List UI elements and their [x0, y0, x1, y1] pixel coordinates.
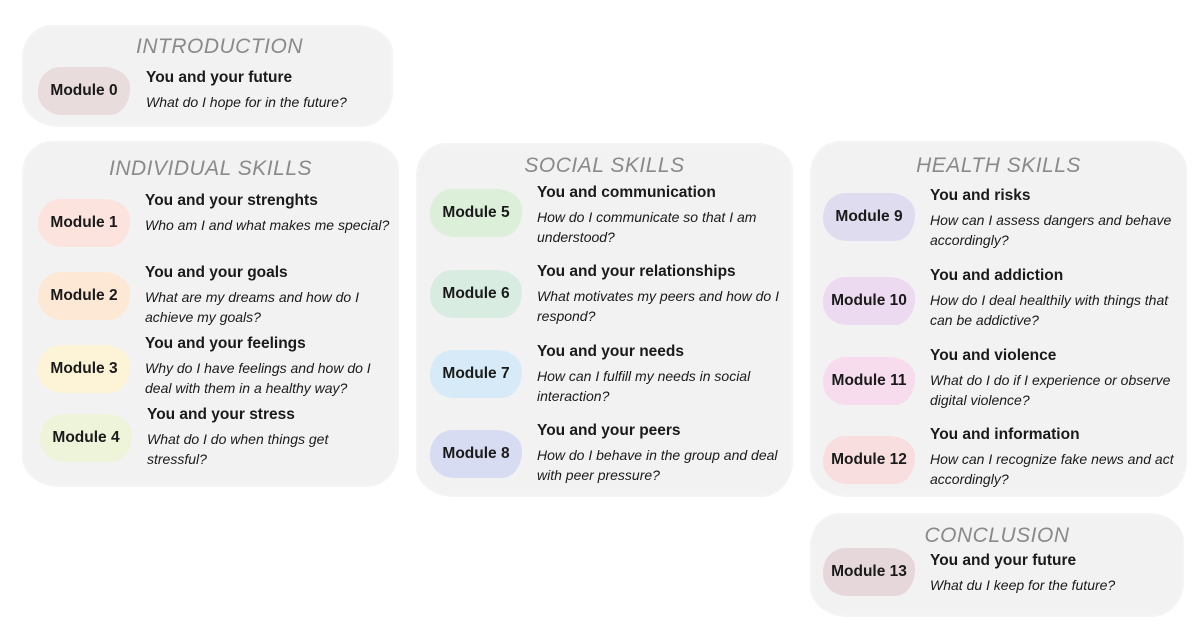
module-badge: Module 7 [430, 350, 522, 398]
module-badge: Module 5 [430, 189, 522, 237]
module-title: You and your needs [537, 343, 684, 360]
module-question: What do I do when things get stressful? [147, 431, 329, 467]
module-question: How can I assess dangers and behave accordingly? [930, 212, 1172, 248]
module-badge: Module 13 [823, 548, 915, 596]
module-question: Who am I and what makes me special? [145, 217, 390, 233]
module-badge: Module 11 [823, 357, 915, 405]
module-title: You and your future [146, 69, 293, 86]
module-badge: Module 8 [430, 430, 522, 478]
module-title: You and communication [537, 184, 716, 201]
module-badge: Module 2 [38, 272, 130, 320]
module-title: You and your stress [147, 406, 295, 423]
module-title: You and information [930, 426, 1080, 443]
conclusion-title: CONCLUSION [924, 524, 1070, 547]
module-question: How do I deal healthily with things that can be addictive? [930, 292, 1169, 328]
module-badge: Module 4 [40, 414, 132, 462]
module-badge: Module 12 [823, 436, 915, 484]
module-badge: Module 10 [823, 277, 915, 325]
module-question: How do I behave in the group and deal with peer pressure? [537, 447, 778, 483]
individual-skills-title: INDIVIDUAL SKILLS [108, 157, 313, 180]
module-badge: Module 6 [430, 270, 522, 318]
module-question: How can I recognize fake news and act accordingly? [930, 451, 1174, 487]
module-title: You and your peers [537, 422, 681, 439]
module-title: You and your future [930, 552, 1077, 569]
module-title: You and your relationships [537, 263, 736, 280]
module-badge: Module 0 [38, 67, 130, 115]
module-badge: Module 9 [823, 193, 915, 241]
health-skills-title: HEALTH SKILLS [916, 154, 1081, 177]
module-title: You and your strenghts [145, 192, 318, 209]
module-question: What are my dreams and how do I achieve my goals? [145, 289, 359, 325]
module-title: You and your feelings [145, 335, 306, 352]
social-skills-title: SOCIAL SKILLS [524, 154, 685, 177]
module-question: What do I hope for in the future? [146, 94, 347, 110]
module-question: What do I do if I experience or observe digital violence? [930, 372, 1171, 408]
module-question: How can I fulfill my needs in social interaction? [537, 368, 751, 404]
module-question: How do I communicate so that I am understood? [537, 209, 757, 245]
module-question: What du I keep for the future? [930, 577, 1116, 593]
module-badge: Module 1 [38, 199, 130, 247]
module-question: Why do I have feelings and how do I deal with them in a healthy way? [145, 360, 371, 396]
module-title: You and your goals [145, 264, 288, 281]
module-question: What motivates my peers and how do I respond? [537, 288, 779, 324]
module-title: You and violence [930, 347, 1057, 364]
module-badge: Module 3 [38, 345, 130, 393]
introduction-title: INTRODUCTION [136, 35, 303, 58]
module-title: You and risks [930, 187, 1031, 204]
module-title: You and addiction [930, 267, 1064, 284]
